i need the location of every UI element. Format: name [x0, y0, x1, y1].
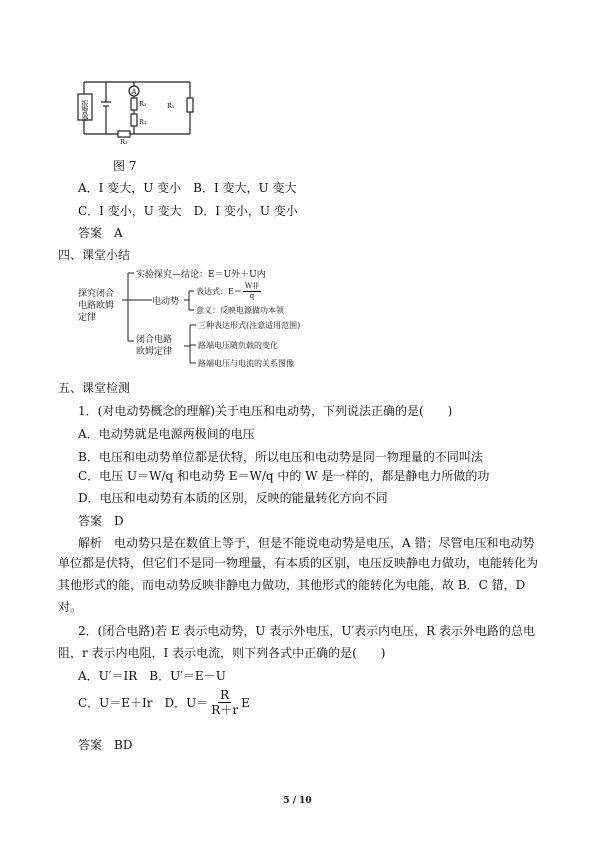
summary-law-forms: 三种表达形式(注意适用范围) [198, 321, 301, 330]
resistor-label-middle-lower: R₂ [139, 118, 147, 126]
summary-root [78, 288, 114, 324]
resistor-label-middle-upper: R₃ [139, 100, 147, 108]
summary-emf: 电动势 [152, 297, 180, 307]
resistor-label-bottom: R₁ [120, 138, 128, 146]
summary-emf-expression [196, 282, 262, 301]
q1-analysis-line-1: 解析 电动势只是在数值上等于，但是不能说电动势是电压，A 错；尽管电压和电动势 [78, 536, 535, 550]
summary-law [136, 334, 172, 358]
device-label: 报警器 [81, 100, 89, 121]
summary-diagram [78, 266, 348, 374]
emf-fraction-num: W非 [244, 282, 260, 290]
summary-root-line-1: 探究闭合 [78, 289, 115, 299]
q2-stem-line-2: 阻，r 表示内电阻，I 表示电流，则下列各式中正确的是( ) [58, 646, 386, 660]
resistor-label-right: R₁ [167, 102, 175, 110]
q1-analysis-line-3: 其他形式的能，而电动势反映非静电力做功，其他形式的能转化为电能，故 B．C 错，D [58, 578, 526, 592]
summary-emf-meaning: 意义：反映电源做功本领 [196, 306, 284, 315]
answer-prev: 答案 A [78, 226, 123, 240]
q1-analysis-line-4: 对。 [58, 600, 83, 614]
option-cd: C．I 变小，U 变大 D．I 变小，U 变小 [78, 204, 298, 218]
page-number: 5 / 10 [283, 796, 312, 806]
q1-option-c: C．电压 U＝W/q 和电动势 E＝W/q 中的 W 是一样的，都是静电力所做的功 [78, 469, 490, 483]
summary-experiment: 实验探究—结论：E＝U外＋U内 [136, 270, 266, 280]
q1-analysis-line-2: 单位都是伏特，但它们不是同一物理量，有本质的区别，电压反映静电力做功，电能转化为 [58, 556, 539, 570]
q1-option-b: B．电压和电动势单位都是伏特，所以电压和电动势是同一物理量的不同叫法 [78, 450, 483, 464]
q1-answer: 答案 D [78, 514, 124, 528]
q2-options-ab: A．U′＝IR B．U′＝E－U [78, 669, 226, 683]
emf-expr-prefix: 表达式：E＝ [196, 287, 242, 296]
q2-options-cd [78, 688, 250, 717]
summary-law-graph: 路端电压与电流的关系图像 [198, 359, 294, 368]
summary-root-line-3: 定律 [78, 313, 97, 323]
figure-caption: 图 7 [113, 159, 137, 173]
summary-root-line-2: 电路欧姆 [78, 301, 115, 311]
section-5-title: 五、课堂检测 [58, 381, 131, 395]
q2-option-d-fraction [209, 688, 240, 717]
q2-answer: 答案 BD [78, 738, 133, 752]
q2-option-c-text: C．U＝E＋Ir D．U＝ [78, 696, 209, 710]
q2-stem-line-1: 2．(闭合电路)若 E 表示电动势，U 表示外电压，U′表示内电压，R 表示外电路的总电 [78, 624, 536, 638]
emf-fraction [243, 282, 261, 301]
ammeter-label: A [131, 88, 137, 96]
q2-option-d-tail: E [241, 695, 250, 710]
q1-option-a: A．电动势就是电源两极间的电压 [78, 427, 255, 441]
q2-fraction-den: R＋r [211, 703, 239, 717]
summary-law-line-1: 闭合电路 [136, 335, 173, 345]
section-4-title: 四、课堂小结 [58, 248, 131, 262]
option-ab: A．I 变大，U 变小 B．I 变大，U 变大 [78, 181, 297, 195]
summary-law-line-2: 欧姆定律 [136, 347, 173, 357]
q2-fraction-num: R [220, 688, 230, 702]
emf-fraction-den: q [249, 292, 255, 300]
q1-option-d: D．电压和电动势有本质的区别，反映的能量转化方向不同 [78, 491, 388, 505]
summary-law-change: 路端电压随负载的变化 [198, 341, 278, 350]
circuit-diagram [72, 76, 202, 146]
q1-stem: 1．(对电动势概念的理解)关于电压和电动势，下列说法正确的是( ) [78, 404, 453, 418]
